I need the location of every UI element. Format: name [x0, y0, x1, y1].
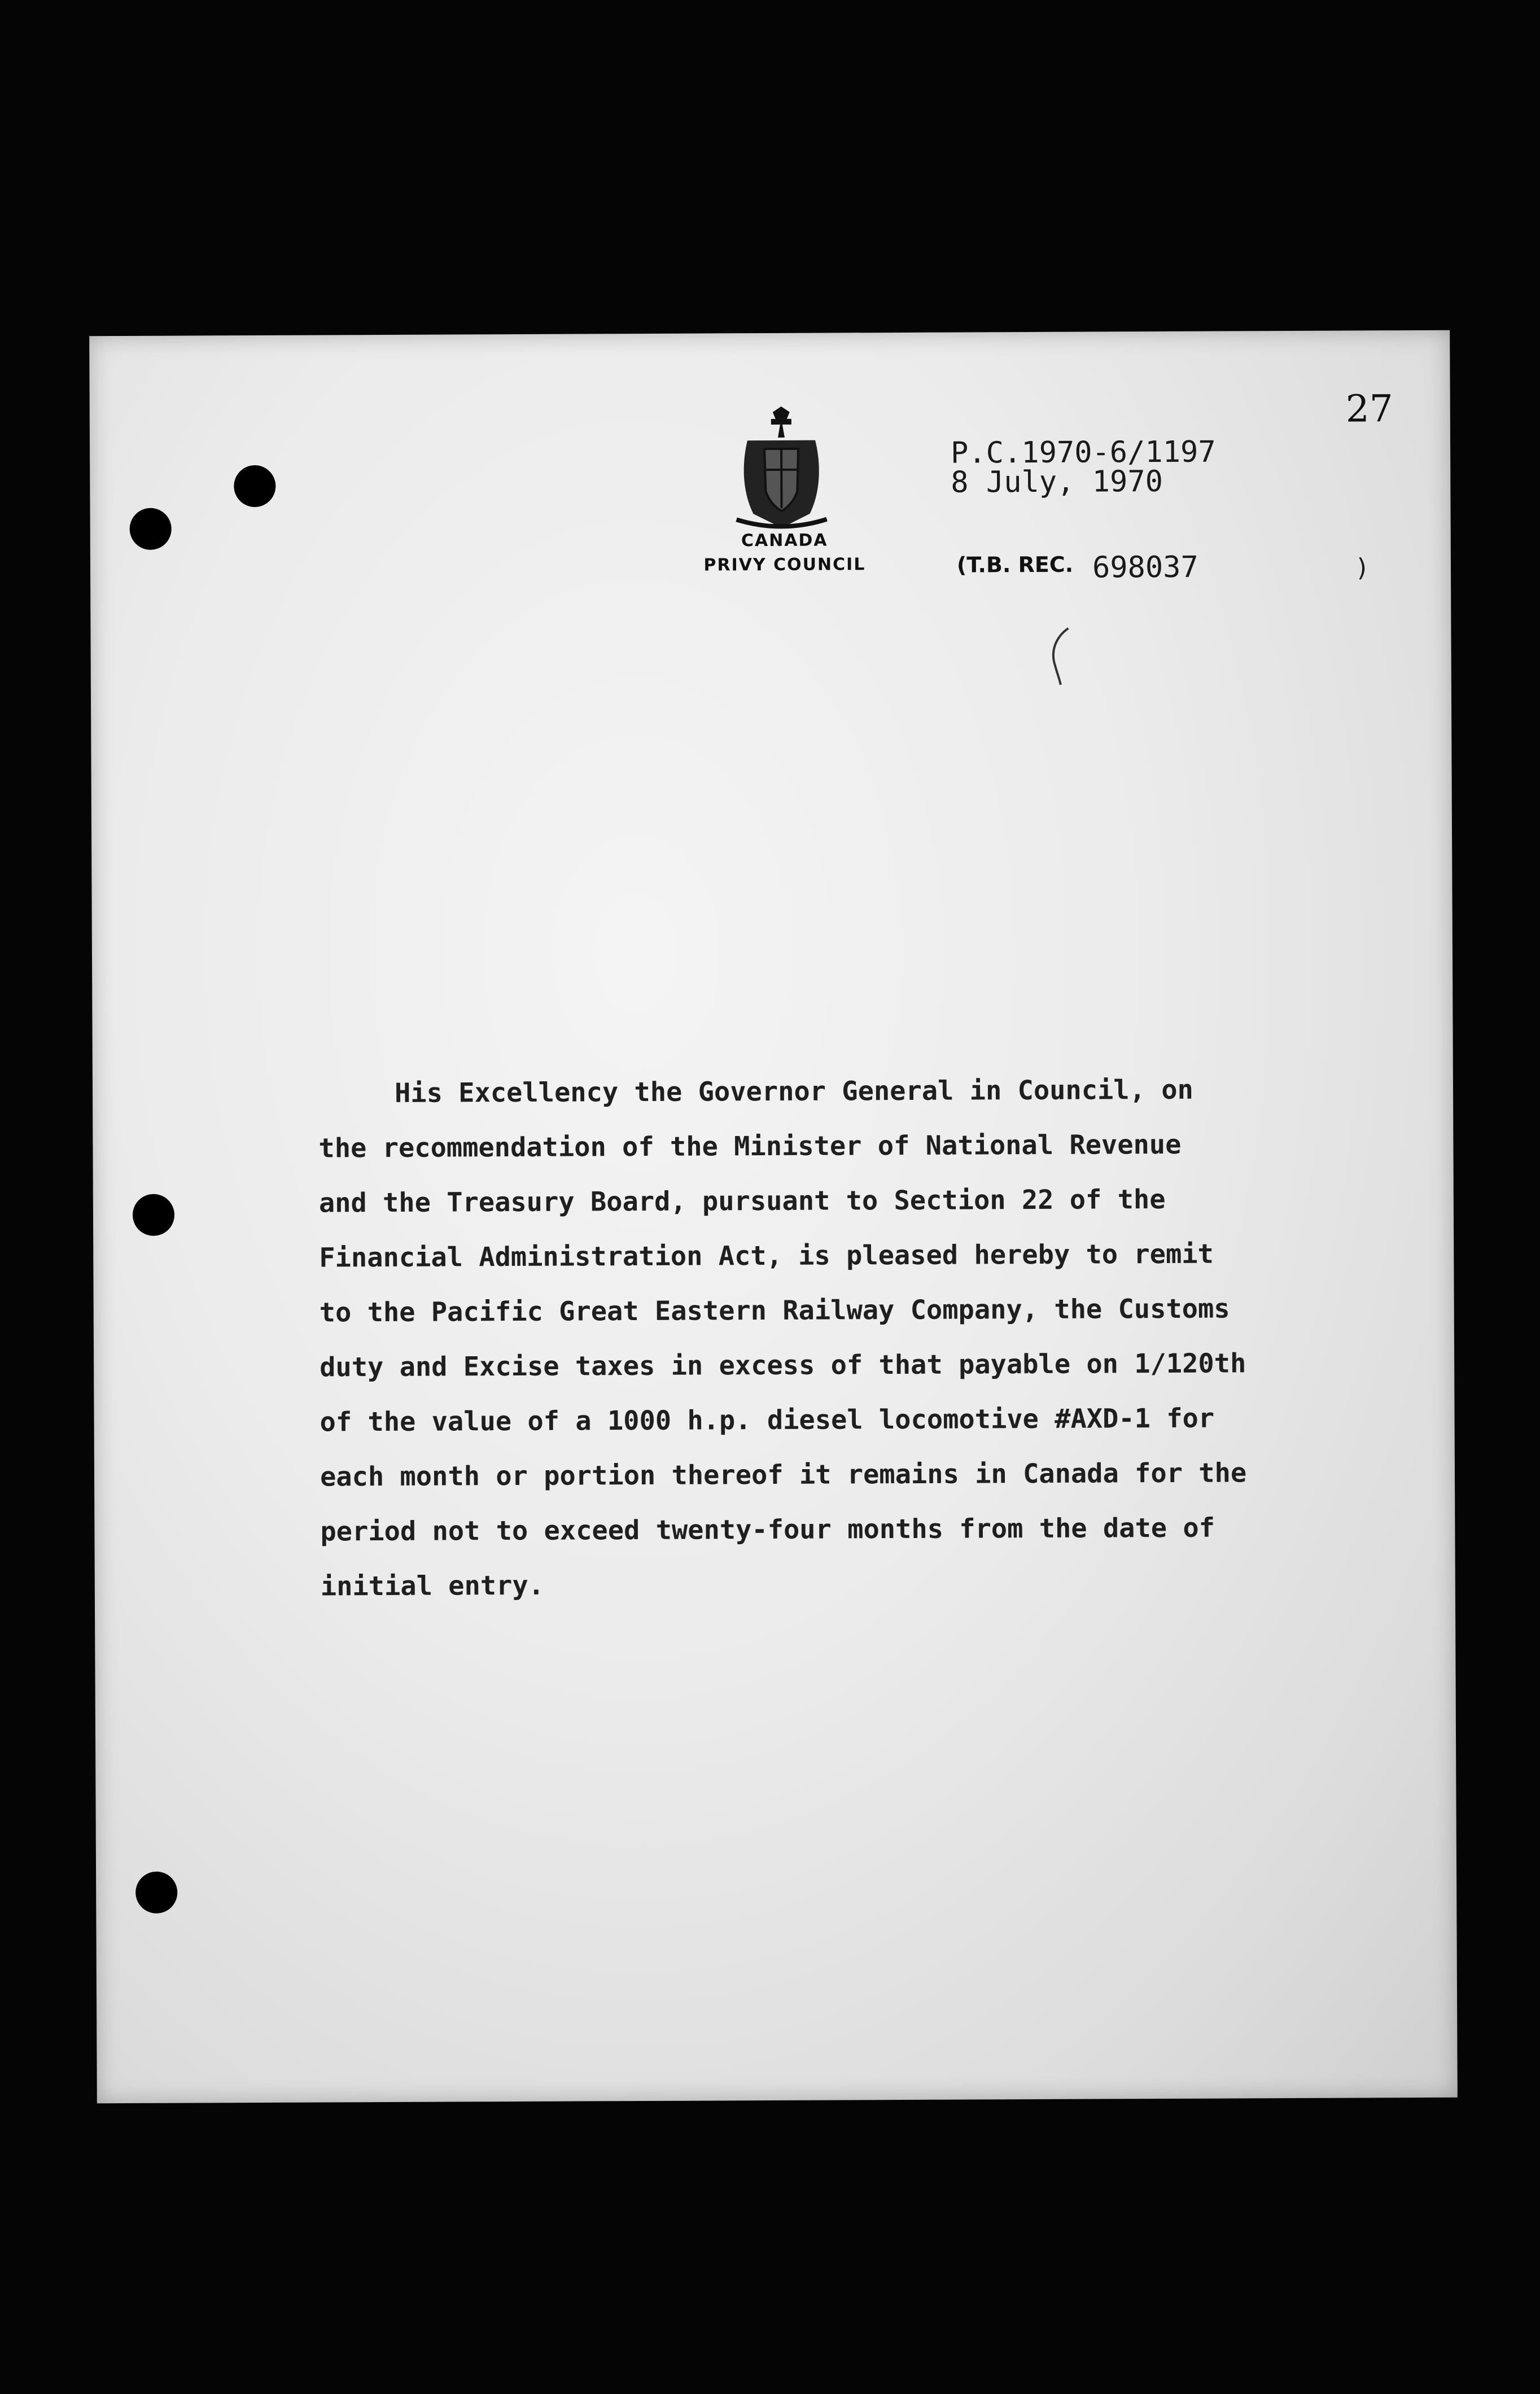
- order-body: [318, 1062, 1348, 1614]
- header-office: PRIVY COUNCIL: [703, 554, 866, 575]
- pen-mark-icon: [1044, 626, 1073, 688]
- body-line: duty and Excise taxes in excess of that payable on 1/120th: [320, 1348, 1246, 1383]
- body-line: Financial Administration Act, is pleased hereby to remit: [319, 1238, 1214, 1274]
- treasury-board-close: ): [1354, 553, 1370, 583]
- body-line: of the value of a 1000 h.p. diesel locomotive #AXD-1 for: [320, 1403, 1215, 1438]
- punch-hole-icon: [130, 508, 172, 550]
- treasury-board-label: (T.B. REC.: [956, 552, 1074, 578]
- order-in-council-number: P.C.1970-6/1197: [950, 435, 1216, 470]
- document-page: [89, 330, 1458, 2103]
- body-line: the recommendation of the Minister of National Revenue: [318, 1129, 1182, 1164]
- body-line: period not to exceed twenty-four months from the date of: [320, 1512, 1215, 1548]
- treasury-board-number: 698037: [1092, 550, 1198, 585]
- punch-hole-icon: [234, 465, 275, 507]
- header-country: CANADA: [741, 530, 828, 551]
- body-line: and the Treasury Board, pursuant to Section 22 of the: [318, 1183, 1166, 1219]
- page-number: 27: [1345, 387, 1393, 431]
- order-date: 8 July, 1970: [951, 464, 1163, 500]
- coat-of-arms-icon: [730, 407, 833, 531]
- punch-hole-icon: [133, 1194, 174, 1236]
- punch-hole-icon: [135, 1872, 177, 1914]
- body-line: each month or portion thereof it remains in Canada for the: [320, 1457, 1247, 1493]
- body-line: His Excellency the Governor General in Council, on: [394, 1074, 1193, 1109]
- body-line: initial entry.: [320, 1570, 545, 1602]
- body-line: to the Pacific Great Eastern Railway Company, the Customs: [319, 1293, 1230, 1329]
